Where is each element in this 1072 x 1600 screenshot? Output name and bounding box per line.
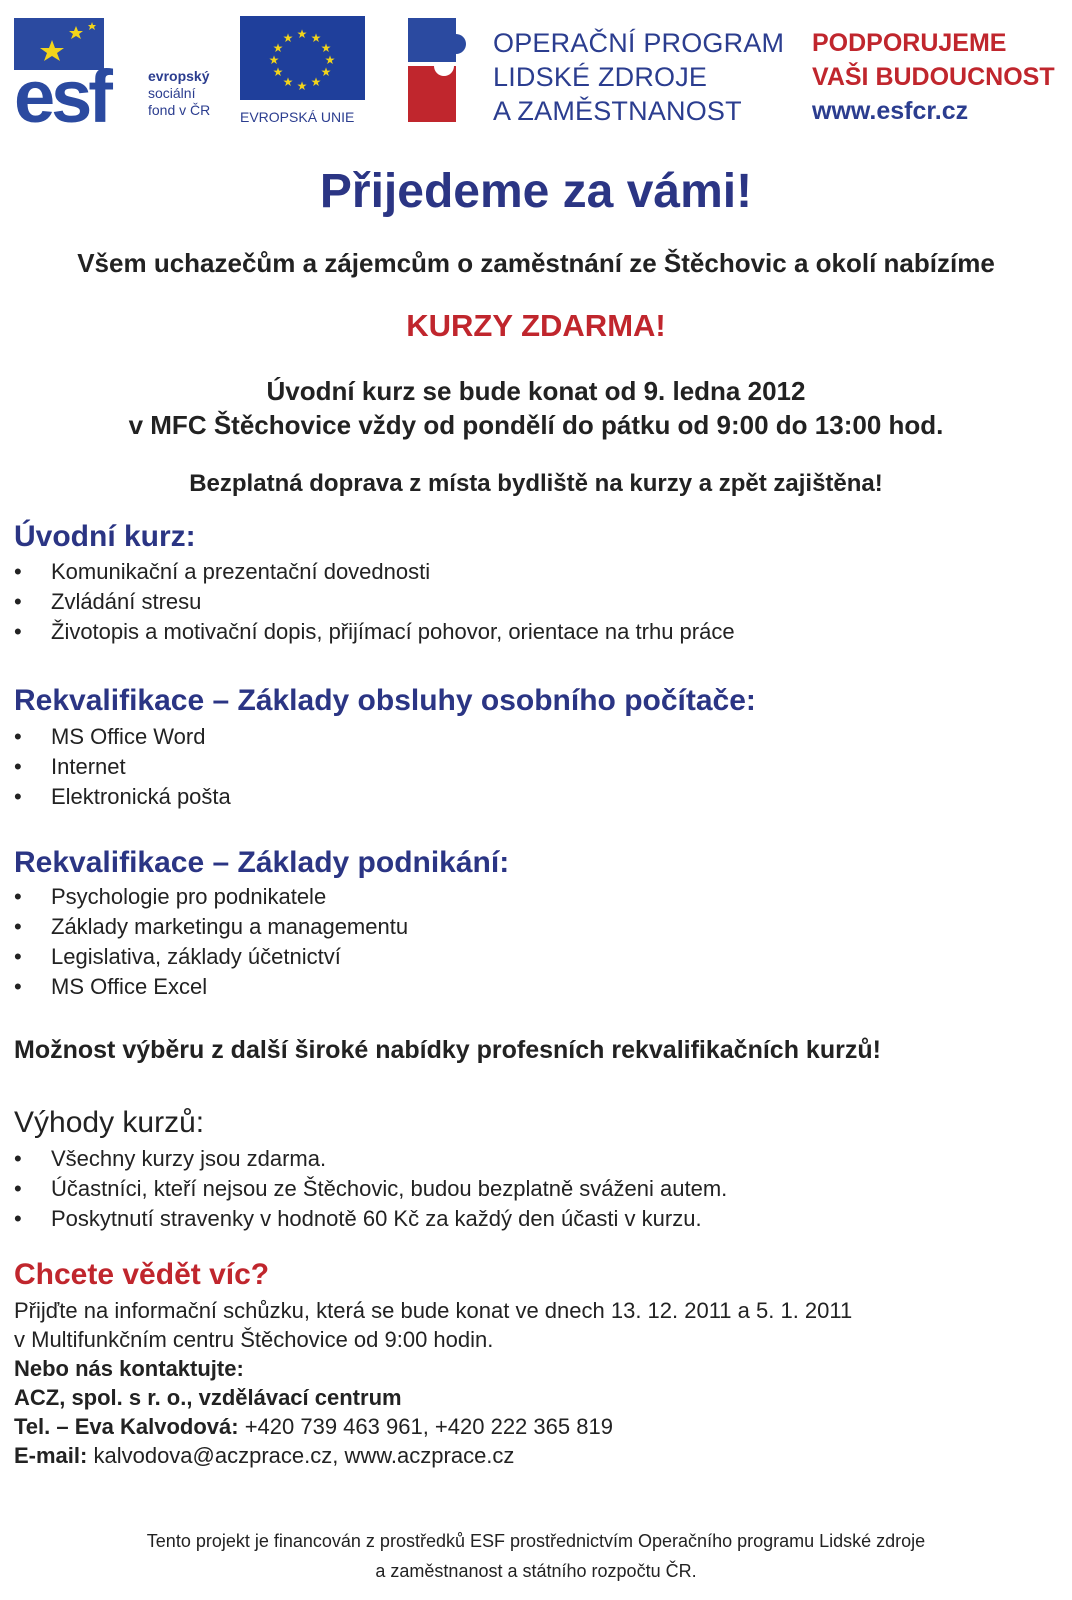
esf-line-1: evropský — [148, 68, 210, 84]
list-item: • MS Office Excel — [14, 972, 408, 1002]
list-item: • Psychologie pro podnikatele — [14, 882, 408, 912]
meeting-info-line-1: Přijďte na informační schůzku, která se bude konat ve dnech 13. 12. 2011 a 5. 1. 2011 — [14, 1298, 853, 1323]
svg-text:★: ★ — [282, 31, 294, 45]
benefits-list — [14, 1144, 727, 1234]
dates-line-2: v MFC Štěchovice vždy od pondělí do pátku od 9:00 do 13:00 hod. — [128, 410, 944, 440]
eu-label: EVROPSKÁ UNIE — [240, 109, 355, 125]
svg-text:★: ★ — [320, 41, 332, 55]
page-title: Přijedeme za vámi! — [319, 165, 753, 218]
puzzle-icon — [408, 18, 480, 122]
list-item: • Komunikační a prezentační dovednosti — [14, 557, 735, 587]
esf-logo — [14, 18, 234, 126]
list-item: • Účastníci, kteří nejsou ze Štěchovic, budou bezplatně sváženi autem. — [14, 1174, 727, 1204]
business-basics-list — [14, 882, 408, 1002]
list-item: • Základy marketingu a managementu — [14, 912, 408, 942]
contact-prompt: Nebo nás kontaktujte: — [14, 1356, 244, 1381]
organization-name: ACZ, spol. s r. o., vzdělávací centrum — [14, 1385, 402, 1410]
list-item: • Legislativa, základy účetnictví — [14, 942, 408, 972]
svg-text:★: ★ — [296, 79, 308, 93]
eu-logo — [240, 16, 370, 128]
intro-text: Všem uchazečům a zájemcům o zaměstnání ze Štěchovic a okolí nabízíme — [77, 248, 995, 278]
list-item: • MS Office Word — [14, 722, 231, 752]
eu-flag-icon — [240, 16, 365, 100]
svg-text:★: ★ — [268, 53, 280, 67]
free-courses-banner: KURZY ZDARMA! — [406, 308, 666, 343]
esf-line-3: fond v ČR — [148, 102, 211, 118]
svg-text:★: ★ — [310, 31, 322, 45]
list-item: • Všechny kurzy jsou zdarma. — [14, 1144, 727, 1174]
list-item: • Poskytnutí stravenky v hodnotě 60 Kč za každý den účasti v kurzu. — [14, 1204, 727, 1234]
section-heading-benefits: Výhody kurzů: — [14, 1106, 205, 1139]
logo-header — [0, 0, 1072, 135]
svg-text:★: ★ — [310, 75, 322, 89]
esf-logo-graphic — [14, 18, 148, 126]
support-line-2: VAŠI BUDOUCNOST — [812, 63, 1055, 91]
program-line-2: LIDSKÉ ZDROJE — [493, 62, 708, 92]
transport-note: Bezplatná doprava z místa bydliště na kurzy a zpět zajištěna! — [189, 470, 883, 497]
section-heading-business-basics: Rekvalifikace – Základy podnikání: — [14, 846, 510, 879]
footer-line-2: a zaměstnanost a státního rozpočtu ČR. — [375, 1561, 697, 1581]
section-heading-contact: Chcete vědět víc? — [14, 1258, 270, 1291]
footer-line-1: Tento projekt je financován z prostředků ESF prostřednictvím Operačního programu Lidské zdroje — [146, 1531, 926, 1551]
dates-line-1: Úvodní kurz se bude konat od 9. ledna 2012 — [266, 376, 806, 406]
email-and-web[interactable]: kalvodova@aczprace.cz, www.aczprace.cz — [87, 1443, 515, 1468]
email-line — [14, 1441, 852, 1470]
funding-footer — [0, 1526, 1072, 1586]
list-item: • Internet — [14, 752, 231, 782]
phone-numbers[interactable]: +420 739 463 961, +420 222 365 819 — [238, 1414, 613, 1439]
section-heading-pc-basics: Rekvalifikace – Základy obsluhy osobního počítače: — [14, 684, 756, 717]
contact-block — [14, 1296, 852, 1470]
svg-text:★: ★ — [272, 65, 284, 79]
section-heading-intro-course: Úvodní kurz: — [14, 520, 196, 553]
svg-text:★: ★ — [320, 65, 332, 79]
svg-text:★: ★ — [324, 53, 336, 67]
svg-text:★: ★ — [272, 41, 284, 55]
program-line-1: OPERAČNÍ PROGRAM — [493, 28, 785, 58]
meeting-info-line-2: v Multifunkčním centru Štěchovice od 9:00 hodin. — [14, 1327, 494, 1352]
course-dates — [0, 374, 1072, 442]
email-label: E-mail: — [14, 1443, 88, 1468]
phone-label: Tel. – Eva Kalvodová: — [14, 1414, 239, 1439]
pc-basics-list — [14, 722, 231, 812]
svg-text:★: ★ — [296, 27, 308, 41]
program-name — [493, 26, 784, 128]
svg-text:★: ★ — [282, 75, 294, 89]
support-line-1: PODPORUJEME — [812, 29, 1007, 57]
support-slogan — [812, 26, 1055, 128]
phone-line — [14, 1412, 852, 1441]
intro-course-list — [14, 557, 735, 647]
support-url: www.esfcr.cz — [812, 97, 969, 125]
program-line-3: A ZAMĚSTNANOST — [493, 96, 742, 126]
esf-caption — [148, 68, 210, 119]
list-item: • Životopis a motivační dopis, přijímací pohovor, orientace na trhu práce — [14, 617, 735, 647]
esf-letters: esf — [14, 55, 109, 126]
list-item: • Zvládání stresu — [14, 587, 735, 617]
more-offer-note: Možnost výběru z další široké nabídky profesních rekvalifikačních kurzů! — [14, 1036, 881, 1064]
list-item: • Elektronická pošta — [14, 782, 231, 812]
esf-line-2: sociální — [148, 85, 196, 101]
